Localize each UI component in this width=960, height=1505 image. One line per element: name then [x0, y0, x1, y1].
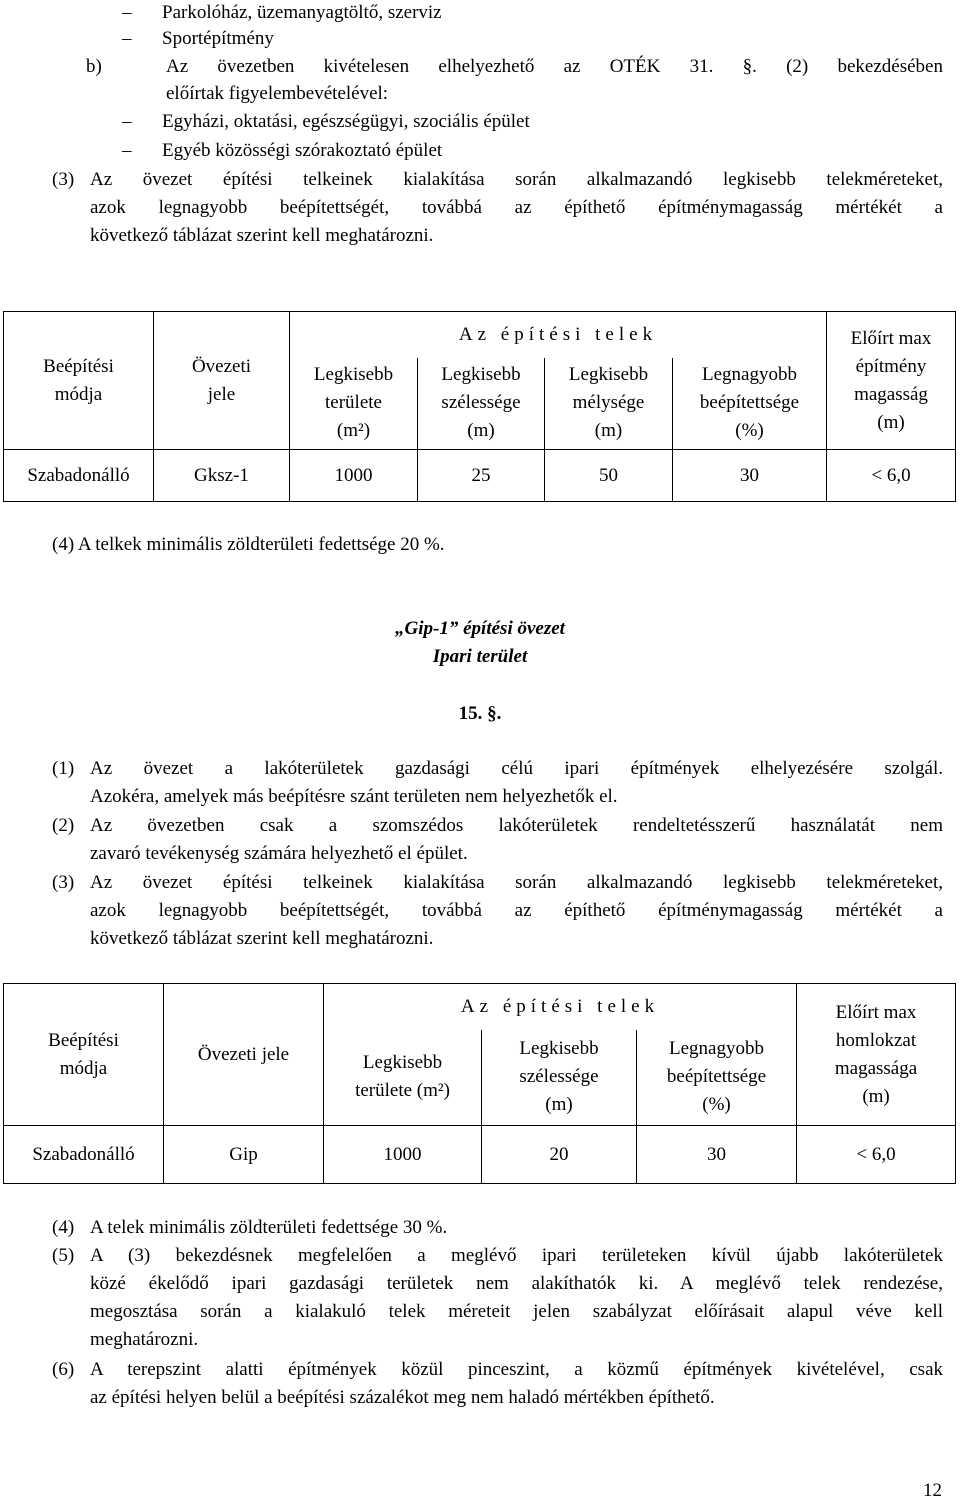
paragraph-line: A telek minimális zöldterületi fedettsége 30 %.	[90, 1217, 448, 1238]
paragraph-6	[52, 1356, 943, 1412]
table-cell: 30	[673, 450, 827, 502]
paragraph-4	[52, 1214, 943, 1242]
dash-marker: –	[122, 111, 132, 132]
paragraph-3	[52, 869, 943, 953]
paragraph-1	[52, 755, 943, 811]
list-item-text: Egyházi, oktatási, egészségügyi, szociális épület	[162, 111, 530, 132]
paragraph-number: (1)	[52, 758, 75, 779]
table-cell: 25	[418, 450, 545, 502]
paragraph-line: azok legnagyobb beépítettségét, továbbá az építhető építménymagasság mértékét a	[90, 197, 943, 218]
table-cell: 1000	[324, 1126, 482, 1184]
table-row	[4, 450, 956, 502]
table-cell: Szabadonálló	[4, 1126, 164, 1184]
paragraph-line: Azokéra, amelyek más beépítésre szánt területen nem helyezhetők el.	[90, 786, 618, 807]
item-text: Az övezetben kivételesen elhelyezhető az OTÉK 31. §. (2) bekezdésében	[166, 56, 943, 77]
paragraph-line: A terepszint alatti építmények közül pinceszint, a közmű építmények kivételével, csak	[90, 1359, 943, 1380]
paragraph-line: következő táblázat szerint kell meghatározni.	[90, 225, 434, 246]
table-header-cell: Előírt max homlokzat magassága (m)	[797, 984, 956, 1126]
paragraph-2	[52, 812, 943, 868]
table-header-cell: Legnagyobb beépítettsége (%)	[673, 358, 827, 450]
list-item	[122, 137, 942, 165]
paragraph-line: Az övezet építési telkeinek kialakítása során alkalmazandó legkisebb telekméreteket,	[90, 872, 943, 893]
list-item-text: Sportépítmény	[162, 28, 274, 49]
paragraph-line: az építési helyen belül a beépítési százalékot meg nem haladó mértékben építhető.	[90, 1387, 715, 1408]
paragraph-line: Az övezetben csak a szomszédos lakóterületek rendeltetésszerű használatát nem	[90, 815, 943, 836]
paragraph-number: (4)	[52, 1217, 75, 1238]
table-header-cell: Legnagyobb beépítettsége (%)	[637, 1030, 797, 1126]
dash-marker: –	[122, 2, 132, 23]
paragraph-line: meghatározni.	[90, 1329, 199, 1350]
paragraph-line: azok legnagyobb beépítettségét, továbbá az építhető építménymagasság mértékét a	[90, 900, 943, 921]
table-header-cell: Legkisebb mélysége (m)	[545, 358, 673, 450]
list-item	[122, 108, 942, 136]
table-cell: 50	[545, 450, 673, 502]
table-cell: Gip	[164, 1126, 324, 1184]
paragraph-line: Az övezet építési telkeinek kialakítása során alkalmazandó legkisebb telekméreteket,	[90, 169, 943, 190]
paragraph-line: A (3) bekezdésnek megfelelően a meglévő ipari területeken kívül újabb lakóterületek	[90, 1245, 943, 1266]
list-item-b	[86, 53, 943, 81]
table-header-cell: Beépítési módja	[4, 312, 154, 450]
table-row	[4, 1126, 956, 1184]
table-cell: < 6,0	[827, 450, 956, 502]
table-cell: < 6,0	[797, 1126, 956, 1184]
table-header-cell: Legkisebb szélessége (m)	[482, 1030, 637, 1126]
table-group-header: Az építési telek	[290, 312, 827, 358]
dash-marker: –	[122, 140, 132, 161]
paragraph-5	[52, 1242, 943, 1354]
regulation-table-gksz	[3, 311, 956, 502]
table-cell: Gksz-1	[154, 450, 290, 502]
table-header-cell: Legkisebb területe (m²)	[290, 358, 418, 450]
table-group-header: Az építési telek	[324, 984, 797, 1030]
paragraph-number: (6)	[52, 1359, 75, 1380]
page-number: 12	[923, 1480, 942, 1501]
paragraph-3	[52, 166, 943, 250]
paragraph-4: (4) A telkek minimális zöldterületi fedettsége 20 %.	[52, 534, 445, 555]
table-cell: 20	[482, 1126, 637, 1184]
table-header-cell: Előírt max építmény magasság (m)	[827, 312, 956, 450]
paragraph-number: (5)	[52, 1245, 75, 1266]
item-text-continued: előírtak figyelembevételével:	[166, 83, 389, 104]
table-cell: 1000	[290, 450, 418, 502]
table-cell: 30	[637, 1126, 797, 1184]
table-header-cell: Legkisebb szélessége (m)	[418, 358, 545, 450]
list-item	[122, 25, 942, 53]
section-title: „Gip-1” építési övezet	[395, 618, 565, 639]
table-header-cell: Beépítési módja	[4, 984, 164, 1126]
list-item-text: Parkolóház, üzemanyagtöltő, szerviz	[162, 2, 442, 23]
table-header-cell: Legkisebb területe (m²)	[324, 1030, 482, 1126]
paragraph-line: közé ékelődő ipari gazdasági területek nem alakíthatók ki. A meglévő telek rendezése,	[90, 1273, 943, 1294]
list-item	[122, 0, 942, 27]
table-header-cell: Övezeti jele	[164, 984, 324, 1126]
paragraph-number: (3)	[52, 872, 75, 893]
list-item-text: Egyéb közösségi szórakoztató épület	[162, 140, 443, 161]
section-number: 15. §.	[458, 703, 502, 724]
paragraph-line: Az övezet a lakóterületek gazdasági célú ipari építmények elhelyezésére szolgál.	[90, 758, 943, 779]
table-header-cell: Övezeti jele	[154, 312, 290, 450]
regulation-table-gip	[3, 983, 956, 1184]
paragraph-line: következő táblázat szerint kell meghatározni.	[90, 928, 434, 949]
paragraph-number: (2)	[52, 815, 75, 836]
paragraph-number: (3)	[52, 169, 75, 190]
dash-marker: –	[122, 28, 132, 49]
paragraph-line: megosztása során a kialakuló telek méreteit jelen szabályzat előírásait alapul véve kell	[90, 1301, 943, 1322]
table-cell: Szabadonálló	[4, 450, 154, 502]
section-subtitle: Ipari terület	[432, 646, 528, 667]
item-label: b)	[86, 56, 102, 77]
paragraph-line: zavaró tevékenység számára helyezhető el épület.	[90, 843, 468, 864]
